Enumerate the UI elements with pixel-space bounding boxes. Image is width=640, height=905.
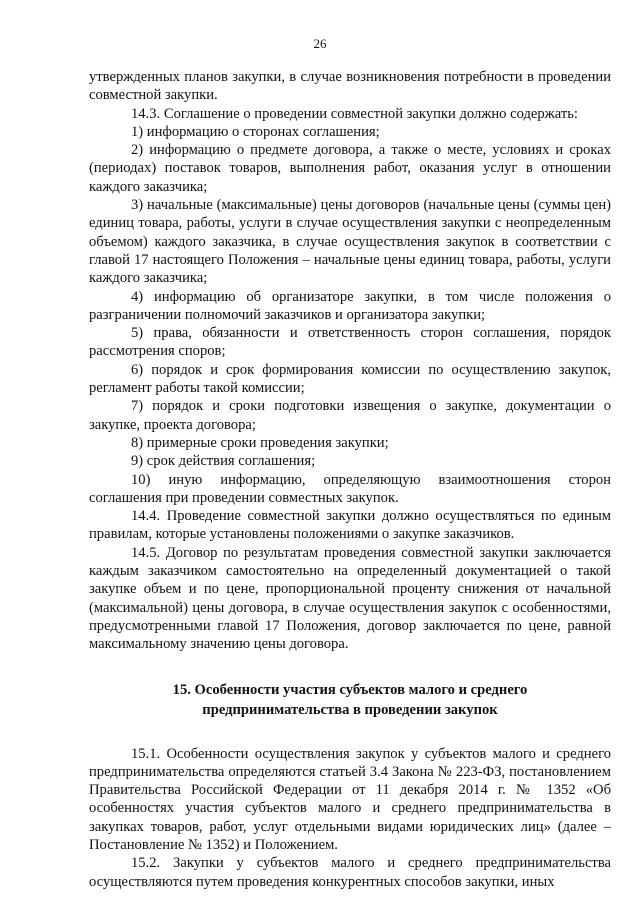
paragraph: утвержденных планов закупки, в случае возникновения потребности в проведении совместной закупки. <box>89 69 611 104</box>
section-15-body <box>89 745 611 891</box>
paragraph: 4) информацию об организаторе закупки, в том числе положения о разграничении полномочий заказчиков и организатора закупки; <box>89 288 611 323</box>
page-number: 26 <box>313 36 327 51</box>
paragraph: 15.1. Особенности осуществления закупок у субъектов малого и среднего предпринимательства определяются статьей 3.4 Закона № 223-ФЗ, постановлением Правительства Российской Федерации от 11 декабря 2014 г. № 1352 «Об особенностях участия субъектов малого и среднего предпринимательства в закупках товаров, работ, услуг отдельными видами юридических лиц» (далее – Постановление № 1352) и Положением. <box>89 745 611 853</box>
paragraph: 3) начальные (максимальные) цены договоров (начальные цены (суммы цен) единиц товара, работы, услуги в случае осуществления закупки с неопределенным объемом) каждого заказчика, в случае осуществления закупок в соответствии с главой 17 настоящего Положения – начальные цены единиц товара, работы, услуги каждого заказчика; <box>89 197 611 287</box>
section-title-line-2: предпринимательства в проведении закупок <box>202 701 498 718</box>
paragraph: 10) иную информацию, определяющую взаимоотношения сторон соглашения при проведении совместных закупок. <box>89 471 611 506</box>
section-title-line-1: 15. Особенности участия субъектов малого и среднего <box>172 681 528 698</box>
paragraph: 14.4. Проведение совместной закупки должно осуществляться по единым правилам, которые установлены положениями о закупке заказчиков. <box>89 508 611 543</box>
paragraph: 15.2. Закупки у субъектов малого и среднего предпринимательства осуществляются путем проведения конкурентных способов закупки, иных <box>89 855 611 890</box>
paragraph: 9) срок действия соглашения; <box>131 453 316 470</box>
paragraph: 1) информацию о сторонах соглашения; <box>131 123 380 140</box>
section-14-continuation <box>89 68 611 654</box>
paragraph: 8) примерные сроки проведения закупки; <box>131 434 389 451</box>
paragraph: 14.5. Договор по результатам проведения совместной закупки заключается каждым заказчиком самостоятельно на определенный документацией о такой закупке объем и по цене, пропорциональной проценту снижения от начальной (максимальной) цены договора, в случае осуществления закупок с особенностями, предусмотренными главой 17 Положения, договор заключается по цене, равной максимальному значению цены договора. <box>89 544 611 653</box>
paragraph: 2) информацию о предмете договора, а также о месте, условиях и сроках (периодах) поставок товаров, выполнения работ, оказания услуг в отношении каждого заказчика; <box>89 142 611 195</box>
section-title <box>89 680 611 720</box>
paragraph: 14.3. Соглашение о проведении совместной закупки должно содержать: <box>131 105 578 122</box>
document-body <box>89 68 611 891</box>
paragraph: 6) порядок и срок формирования комиссии по осуществлению закупок, регламент работы такой комиссии; <box>89 361 611 397</box>
paragraph: 5) права, обязанности и ответственность сторон соглашения, порядок рассмотрения споров; <box>89 325 611 360</box>
paragraph: 7) порядок и сроки подготовки извещения о закупке, документации о закупке, проекта договора; <box>89 398 611 433</box>
